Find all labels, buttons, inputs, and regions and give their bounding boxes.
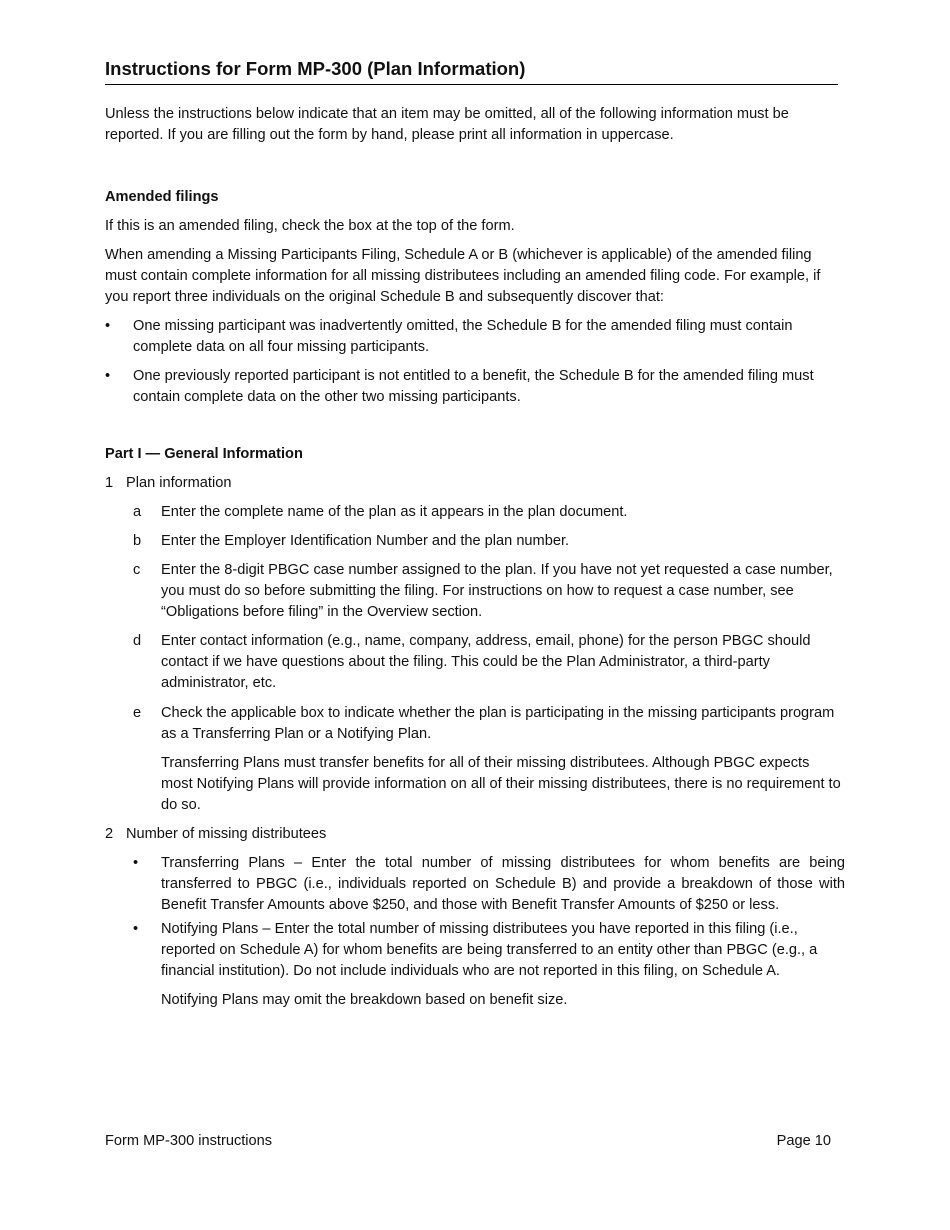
item-1d — [105, 631, 845, 694]
item-letter: b — [133, 533, 142, 549]
amended-paragraph-2: When amending a Missing Participants Filing, Schedule A or B (whichever is applicable) of the amended filing must contain complete information for all missing distributees including an amended filing code. For example, if you report three individuals on the original Schedule B and subsequently discover that: — [105, 247, 821, 305]
item-text: Enter contact information (e.g., name, company, address, email, phone) for the person PBGC should contact if we have questions about the filing. This could be the Plan Administrator, a third-party administrator, etc. — [161, 633, 811, 691]
bullet-dot-icon: • — [105, 318, 111, 334]
bullet-dot-icon: • — [133, 921, 139, 937]
item-2-bullet — [105, 919, 845, 982]
item-number: 1 — [105, 475, 114, 491]
item-text: Enter the complete name of the plan as it appears in the plan document. — [161, 504, 628, 520]
item-1a — [105, 502, 845, 523]
intro-paragraph: Unless the instructions below indicate that an item may be omitted, all of the following information must be reported. If you are filling out the form by hand, please print all information in uppercase. — [105, 106, 789, 143]
item-1e-note: Transferring Plans must transfer benefits for all of their missing distributees. Although PBGC expects most Notifying Plans will provide information on all of their missing distributees, there is no requirement to do so. — [161, 755, 841, 813]
amended-bullet — [105, 316, 845, 358]
page-title: Instructions for Form MP-300 (Plan Information) — [105, 56, 838, 85]
item-1 — [105, 473, 845, 494]
amended-bullet — [105, 366, 845, 408]
item-text: Enter the Employer Identification Number and the plan number. — [161, 533, 570, 549]
item-1b — [105, 531, 845, 552]
item-letter: a — [133, 504, 142, 520]
page-number: Page 10 — [776, 1133, 831, 1149]
item-text: Check the applicable box to indicate whether the plan is participating in the missing participants program as a Transferring Plan or a Notifying Plan. — [161, 705, 835, 742]
part1-section — [105, 444, 845, 1011]
amended-heading: Amended filings — [105, 189, 219, 205]
amended-paragraph-1: If this is an amended filing, check the box at the top of the form. — [105, 218, 515, 234]
document-page — [105, 56, 845, 1011]
item-number: 2 — [105, 826, 114, 842]
item-2-bullet — [105, 853, 845, 916]
page-footer — [105, 1131, 831, 1152]
amended-section — [105, 187, 845, 408]
item-2-bullet-text: Transferring Plans – Enter the total number of missing distributees for whom benefits are being transferred to PBGC (i.e., individuals reported on Schedule B) and provide a breakdown of those with Benefit Transfer Amounts above $250, and those with Benefit Transfer Amounts of $250 or less. — [161, 855, 845, 913]
item-letter: e — [133, 705, 142, 721]
item-2 — [105, 824, 845, 845]
item-text: Enter the 8-digit PBGC case number assigned to the plan. If you have not yet requested a case number, you must do so before submitting the filing. For instructions on how to request a case number, see “Obligations before filing” in the Overview section. — [161, 562, 833, 620]
amended-bullet-text: One previously reported participant is not entitled to a benefit, the Schedule B for the amended filing must contain complete data on the other two missing participants. — [133, 368, 814, 405]
part1-heading: Part I — General Information — [105, 446, 303, 462]
item-letter: c — [133, 562, 141, 578]
amended-bullet-text: One missing participant was inadvertently omitted, the Schedule B for the amended filing must contain complete data on all four missing participants. — [133, 318, 793, 355]
item-1e — [105, 703, 845, 745]
bullet-dot-icon: • — [105, 368, 111, 384]
item-letter: d — [133, 633, 142, 649]
item-2-note: Notifying Plans may omit the breakdown based on benefit size. — [161, 992, 568, 1008]
bullet-dot-icon: • — [133, 855, 139, 871]
item-1c — [105, 560, 845, 623]
item-label: Plan information — [126, 475, 232, 491]
footer-left: Form MP-300 instructions — [105, 1133, 273, 1149]
item-label: Number of missing distributees — [126, 826, 327, 842]
item-2-bullet-text: Notifying Plans – Enter the total number of missing distributees you have reported in this filing (i.e., reported on Schedule A) for whom benefits are being transferred to an entity other than PBGC (e.g., a financial institution). Do not include individuals who are not reported in this filing, on Schedule A. — [161, 921, 818, 979]
